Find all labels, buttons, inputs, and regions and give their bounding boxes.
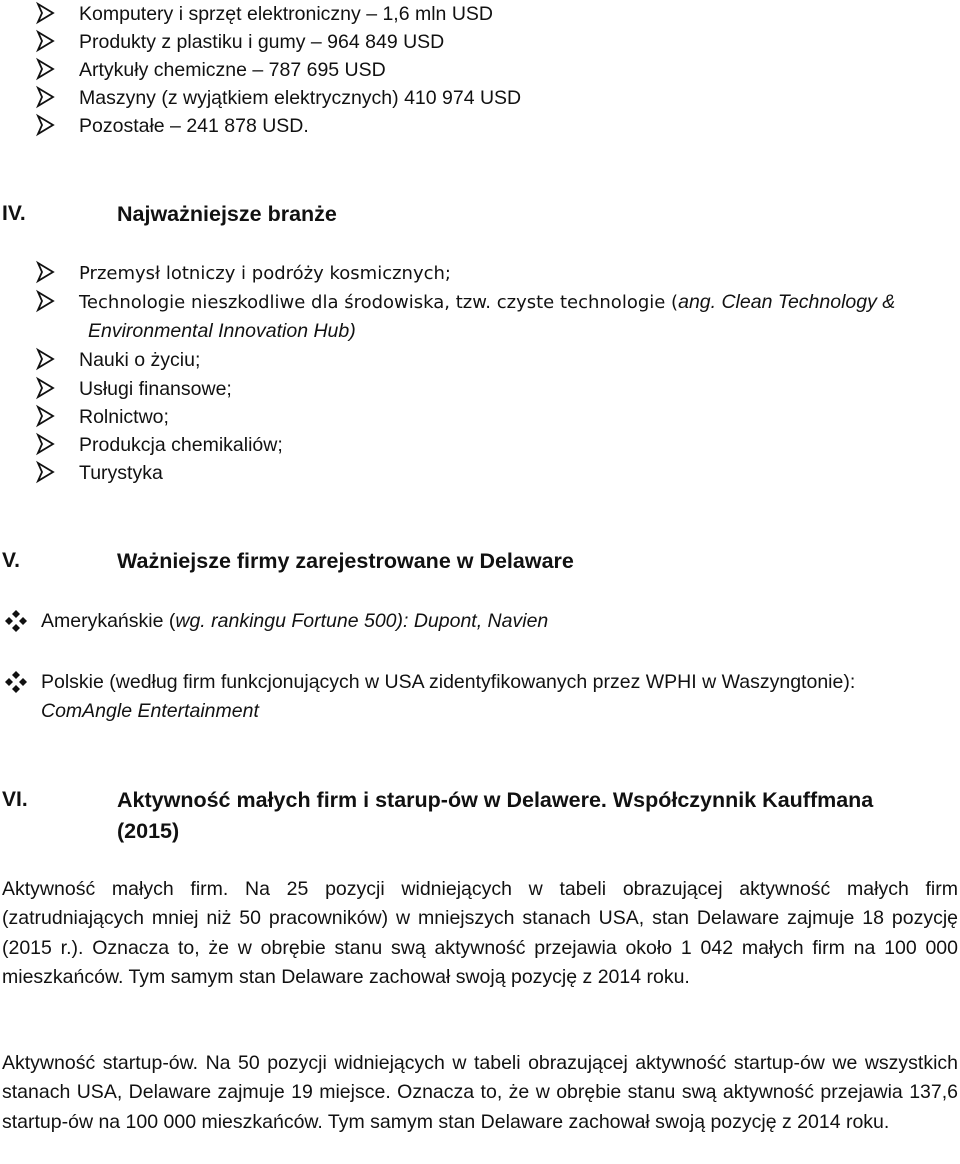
paragraph-startups: Aktywność startup-ów. Na 50 pozycji widniejących w tabeli obrazującej aktywność startup-ów we wszystkich stanach USA, Delaware zajmuje 19 miejsce. Oznacza to, że w obrębie stanu swą aktywność przejawia 137,6 startup-ów na 100 000 mieszkańców. Tym samym stan Delaware zachował swoją pozycję z 2014 roku. bbox=[2, 1052, 958, 1133]
section-number: IV. bbox=[2, 202, 26, 225]
section-title: Ważniejsze firmy zarejestrowane w Delaware bbox=[117, 549, 574, 573]
industry-item: Rolnictwo; bbox=[79, 406, 169, 428]
export-item-3: Artykuły chemiczne – 787 695 USD bbox=[79, 59, 386, 81]
section-title-continuation: (2015) bbox=[117, 819, 180, 843]
arrow-bullet-icon bbox=[36, 56, 62, 84]
arrow-bullet-icon bbox=[36, 375, 62, 403]
arrow-bullet-icon bbox=[36, 403, 62, 431]
industry-item: Nauki o życiu; bbox=[79, 349, 201, 371]
section-title: Aktywność małych firm i starup-ów w Delawere. Współczynnik Kauffmana bbox=[117, 788, 874, 812]
arrow-bullet-icon bbox=[36, 112, 62, 140]
export-item-1: Komputery i sprzęt elektroniczny – 1,6 mln USD bbox=[79, 3, 493, 25]
industry-item: Przemysł lotniczy i podróży kosmicznych; bbox=[79, 263, 451, 284]
diamond-bullet-icon bbox=[2, 668, 32, 696]
arrow-bullet-icon bbox=[36, 346, 62, 374]
diamond-bullet-icon bbox=[2, 607, 32, 635]
section-number: VI. bbox=[2, 788, 28, 811]
paragraph-small-firms: Aktywność małych firm. Na 25 pozycji widniejących w tabeli obrazującej aktywność małych firm (zatrudniających mniej niż 50 pracowników) w mniejszych stanach USA, stan Delaware zajmuje 18 pozycję (2015 r.). Oznacza to, że w obrębie stanu swą aktywność przejawia około 1 042 małych firm na 100 000 mieszkańców. Tym samym stan Delaware zachował swoją pozycję z 2014 roku. bbox=[2, 878, 958, 988]
arrow-bullet-icon bbox=[36, 259, 62, 287]
industry-item: Turystyka bbox=[79, 462, 163, 484]
industry-item: Usługi finansowe; bbox=[79, 378, 232, 400]
arrow-bullet-icon bbox=[36, 288, 62, 316]
arrow-bullet-icon bbox=[36, 0, 62, 28]
company-item-american: Amerykańskie (wg. rankingu Fortune 500): Dupont, Navien bbox=[41, 610, 549, 632]
industry-item: Technologie nieszkodliwe dla środowiska, tzw. czyste technologie (ang. Clean Technology & bbox=[79, 291, 896, 313]
arrow-bullet-icon bbox=[36, 431, 62, 459]
section-title: Najważniejsze branże bbox=[117, 202, 337, 226]
export-item-5: Pozostałe – 241 878 USD. bbox=[79, 115, 309, 137]
export-item-4: Maszyny (z wyjątkiem elektrycznych) 410 974 USD bbox=[79, 87, 522, 109]
export-item-2: Produkty z plastiku i gumy – 964 849 USD bbox=[79, 31, 445, 53]
arrow-bullet-icon bbox=[36, 459, 62, 487]
section-number: V. bbox=[2, 549, 20, 572]
arrow-bullet-icon bbox=[36, 84, 62, 112]
industry-item: Produkcja chemikaliów; bbox=[79, 434, 283, 456]
company-item-polish-name: ComAngle Entertainment bbox=[41, 700, 259, 722]
industry-item-continuation: Environmental Innovation Hub) bbox=[88, 320, 356, 342]
arrow-bullet-icon bbox=[36, 28, 62, 56]
company-item-polish: Polskie (według firm funkcjonujących w USA zidentyfikowanych przez WPHI w Waszyngtonie): bbox=[41, 671, 856, 693]
